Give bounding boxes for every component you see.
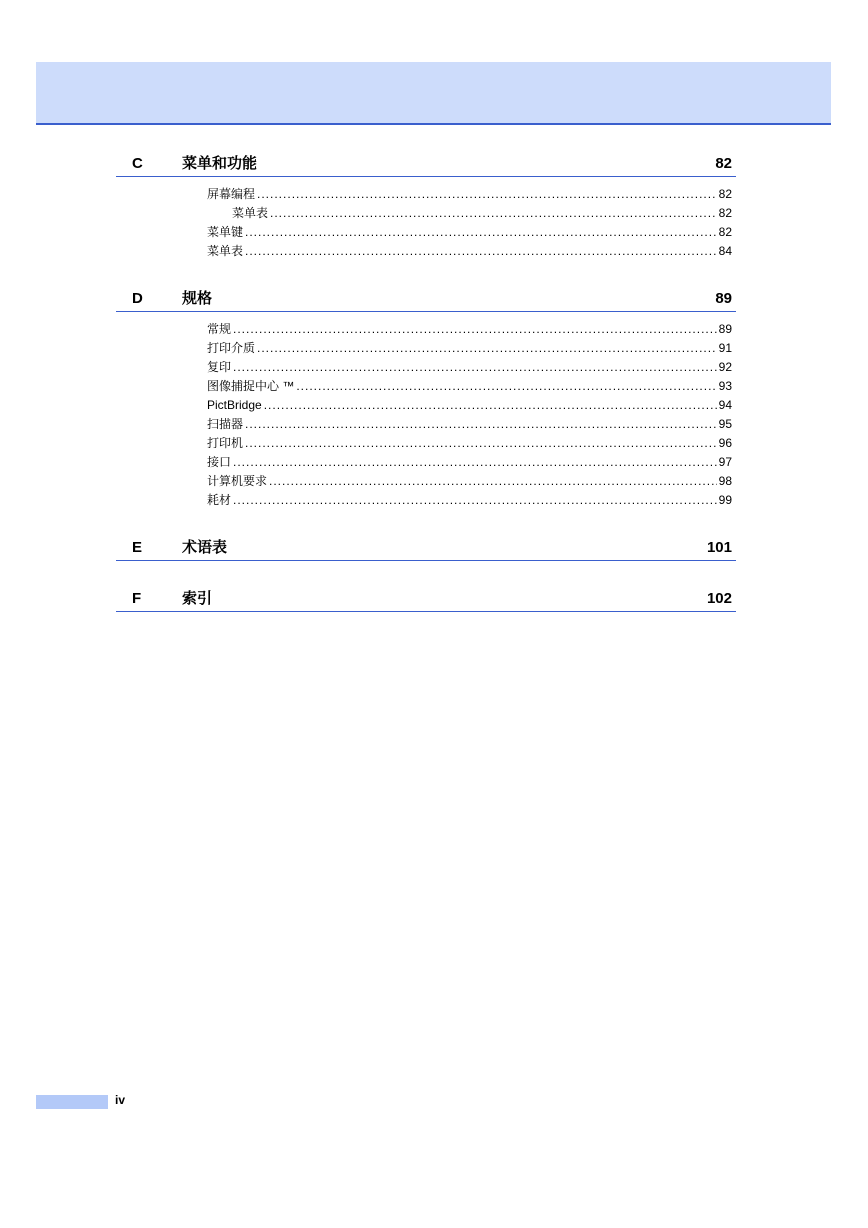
section-heading[interactable] bbox=[116, 152, 736, 177]
dot-leader bbox=[264, 396, 717, 415]
dot-leader bbox=[245, 434, 717, 453]
entry-page-number: 96 bbox=[718, 436, 732, 450]
toc-entry[interactable] bbox=[207, 491, 732, 510]
entry-page-number: 99 bbox=[718, 493, 732, 507]
entry-page-number: 98 bbox=[718, 474, 732, 488]
dot-leader bbox=[257, 339, 717, 358]
entry-title: 耗材 bbox=[207, 493, 232, 507]
toc-entry[interactable] bbox=[207, 415, 732, 434]
toc-section bbox=[116, 587, 736, 612]
entry-page-number: 93 bbox=[718, 379, 732, 393]
dot-leader bbox=[233, 453, 717, 472]
section-title: 术语表 bbox=[182, 539, 228, 556]
table-of-contents bbox=[116, 152, 736, 638]
toc-entry[interactable] bbox=[207, 320, 732, 339]
dot-leader bbox=[233, 320, 717, 339]
entry-title: 屏幕编程 bbox=[207, 187, 256, 201]
dot-leader bbox=[245, 223, 717, 242]
section-letter: C bbox=[132, 155, 143, 172]
toc-entry[interactable] bbox=[207, 185, 732, 204]
section-heading[interactable] bbox=[116, 287, 736, 312]
entry-title: PictBridge bbox=[207, 398, 262, 412]
toc-entry[interactable] bbox=[207, 358, 732, 377]
toc-entry[interactable] bbox=[207, 453, 732, 472]
entry-list bbox=[116, 312, 736, 510]
dot-leader bbox=[245, 415, 717, 434]
entry-title: 复印 bbox=[207, 360, 232, 374]
entry-page-number: 97 bbox=[718, 455, 732, 469]
section-letter: F bbox=[132, 590, 142, 607]
section-heading[interactable] bbox=[116, 536, 736, 561]
section-title: 规格 bbox=[182, 290, 213, 307]
entry-title: 菜单表 bbox=[232, 206, 269, 220]
toc-section bbox=[116, 287, 736, 510]
toc-entry[interactable] bbox=[207, 223, 732, 242]
entry-page-number: 89 bbox=[718, 322, 732, 336]
entry-title: 扫描器 bbox=[207, 417, 244, 431]
entry-title: 打印介质 bbox=[207, 341, 256, 355]
section-letter: D bbox=[132, 290, 143, 307]
section-page-number: 89 bbox=[715, 290, 732, 307]
toc-entry[interactable] bbox=[207, 377, 732, 396]
entry-title: 计算机要求 bbox=[207, 474, 268, 488]
footer-band bbox=[36, 1095, 108, 1109]
section-title: 索引 bbox=[182, 590, 213, 607]
toc-entry[interactable] bbox=[207, 339, 732, 358]
toc-entry[interactable] bbox=[207, 434, 732, 453]
dot-leader bbox=[270, 204, 717, 223]
dot-leader bbox=[296, 377, 716, 396]
toc-section bbox=[116, 152, 736, 261]
entry-title: 菜单表 bbox=[207, 244, 244, 258]
header-band bbox=[36, 62, 831, 125]
dot-leader bbox=[233, 491, 717, 510]
entry-page-number: 84 bbox=[718, 244, 732, 258]
section-heading[interactable] bbox=[116, 587, 736, 612]
entry-page-number: 92 bbox=[718, 360, 732, 374]
toc-entry[interactable] bbox=[207, 242, 732, 261]
entry-title: 打印机 bbox=[207, 436, 244, 450]
section-page-number: 102 bbox=[706, 590, 732, 607]
section-page-number: 82 bbox=[715, 155, 732, 172]
dot-leader bbox=[245, 242, 717, 261]
entry-title: 常规 bbox=[207, 322, 232, 336]
dot-leader bbox=[257, 185, 717, 204]
toc-entry[interactable] bbox=[207, 396, 732, 415]
entry-page-number: 94 bbox=[718, 398, 732, 412]
toc-section bbox=[116, 536, 736, 561]
entry-page-number: 82 bbox=[718, 187, 732, 201]
entry-page-number: 82 bbox=[718, 206, 732, 220]
entry-title: 接口 bbox=[207, 455, 232, 469]
section-page-number: 101 bbox=[706, 539, 732, 556]
entry-list bbox=[116, 177, 736, 261]
toc-entry[interactable] bbox=[207, 472, 732, 491]
dot-leader bbox=[269, 472, 717, 491]
toc-entry[interactable] bbox=[232, 204, 732, 223]
entry-page-number: 82 bbox=[718, 225, 732, 239]
footer-page-number: iv bbox=[115, 1093, 126, 1107]
entry-title: 图像捕捉中心 ™ bbox=[207, 379, 295, 393]
entry-page-number: 91 bbox=[718, 341, 732, 355]
entry-page-number: 95 bbox=[718, 417, 732, 431]
entry-title: 菜单键 bbox=[207, 225, 244, 239]
section-letter: E bbox=[132, 539, 143, 556]
section-title: 菜单和功能 bbox=[182, 155, 258, 172]
dot-leader bbox=[233, 358, 717, 377]
